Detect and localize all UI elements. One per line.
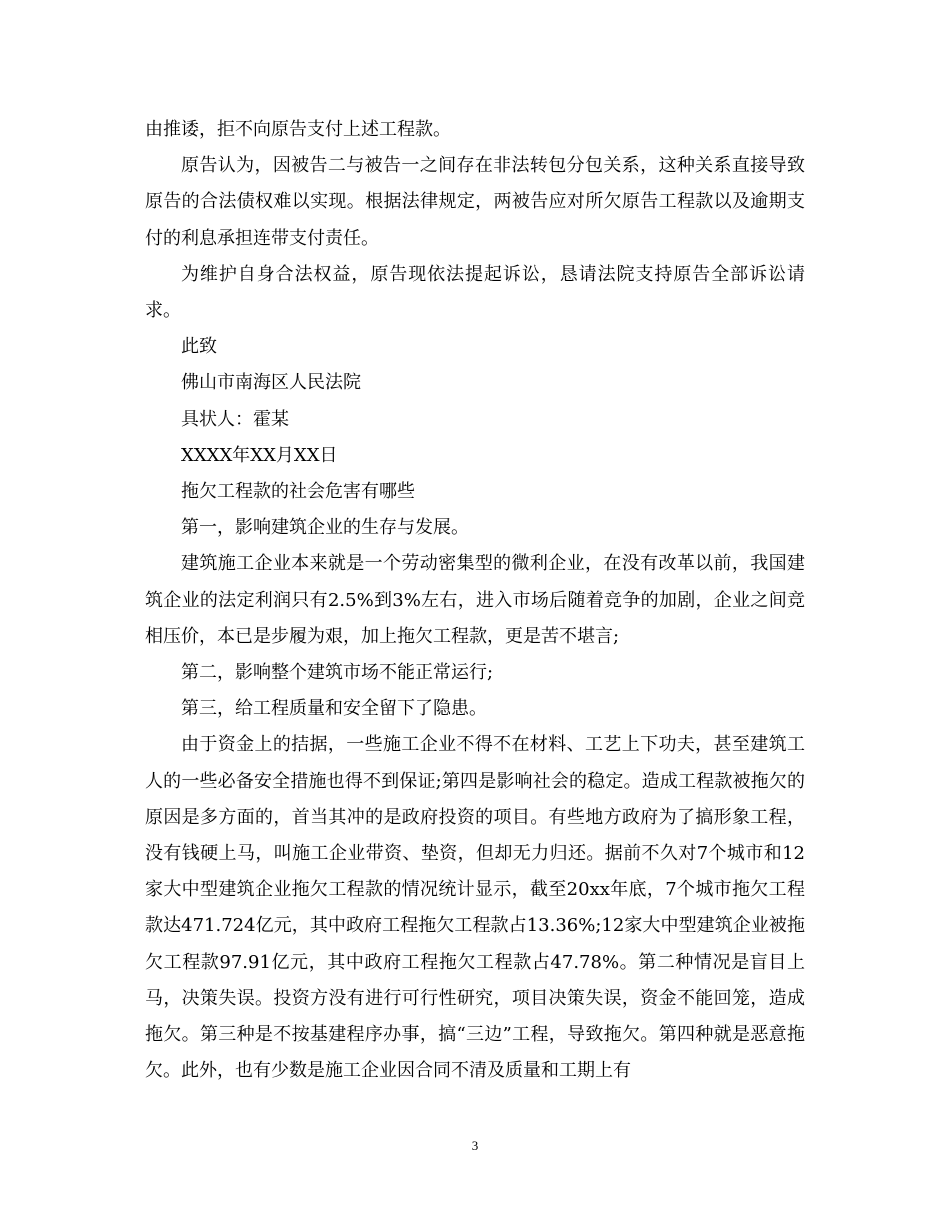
- paragraph-causes: 由于资金上的拮据，一些施工企业不得不在材料、工艺上下功夫，甚至建筑工人的一些必备安全措施也得不到保证;第四是影响社会的稳定。造成工程款被拖欠的原因是多方面的，首当其冲的是政府投资的项目。有些地方政府为了搞形象工程，没有钱硬上马，叫施工企业带资、垫资，但却无力归还。据前不久对7个城市和12家大中型建筑企业拖欠工程款的情况统计显示，截至20xx年底，7个城市拖欠工程款达471.724亿元，其中政府工程拖欠工程款占13.36%;12家大中型建筑企业被拖欠工程款97.91亿元，其中政府工程拖欠工程款占47.78%。第二种情况是盲目上马，决策失误。投资方没有进行可行性研究，项目决策失误，资金不能回笼，造成拖欠。第三种是不按基建程序办事，搞“三边”工程，导致拖欠。第四种就是恶意拖欠。此外，也有少数是施工企业因合同不清及质量和工期上有: [145, 734, 805, 1082]
- document-date: XXXX年XX月XX日: [181, 444, 338, 466]
- paragraph-continuation: 由推诿，拒不向原告支付上述工程款。: [145, 119, 451, 140]
- section-heading: 拖欠工程款的社会危害有哪些: [181, 481, 415, 503]
- paragraph-industry-profit: 建筑施工企业本来就是一个劳动密集型的微利企业，在没有改革以前，我国建筑企业的法定利润只有2.5%到3%左右，进入市场后随着竞争的加剧，企业之间竞相压价，本已是步履为艰，加上拖欠工程款，更是苦不堪言;: [145, 553, 805, 647]
- court-name: 佛山市南海区人民法院: [181, 372, 361, 394]
- petitioner-signature: 具状人：霍某: [181, 408, 289, 430]
- paragraph-request: 为维护自身合法权益，原告现依法提起诉讼，恳请法院支持原告全部诉讼请求。: [145, 263, 805, 322]
- page-number: 3: [471, 1138, 479, 1153]
- paragraph-point-three: 第三，给工程质量和安全留下了隐患。: [181, 698, 487, 720]
- paragraph-point-one: 第一，影响建筑企业的生存与发展。: [181, 517, 469, 539]
- salutation: 此致: [181, 336, 217, 358]
- document-body: [145, 112, 805, 1089]
- paragraph-point-two: 第二，影响整个建筑市场不能正常运行;: [181, 662, 494, 684]
- paragraph-plaintiff-claim: 原告认为，因被告二与被告一之间存在非法转包分包关系，这种关系直接导致原告的合法债权难以实现。根据法律规定，两被告应对所欠原告工程款以及逾期支付的利息承担连带支付责任。: [145, 155, 805, 249]
